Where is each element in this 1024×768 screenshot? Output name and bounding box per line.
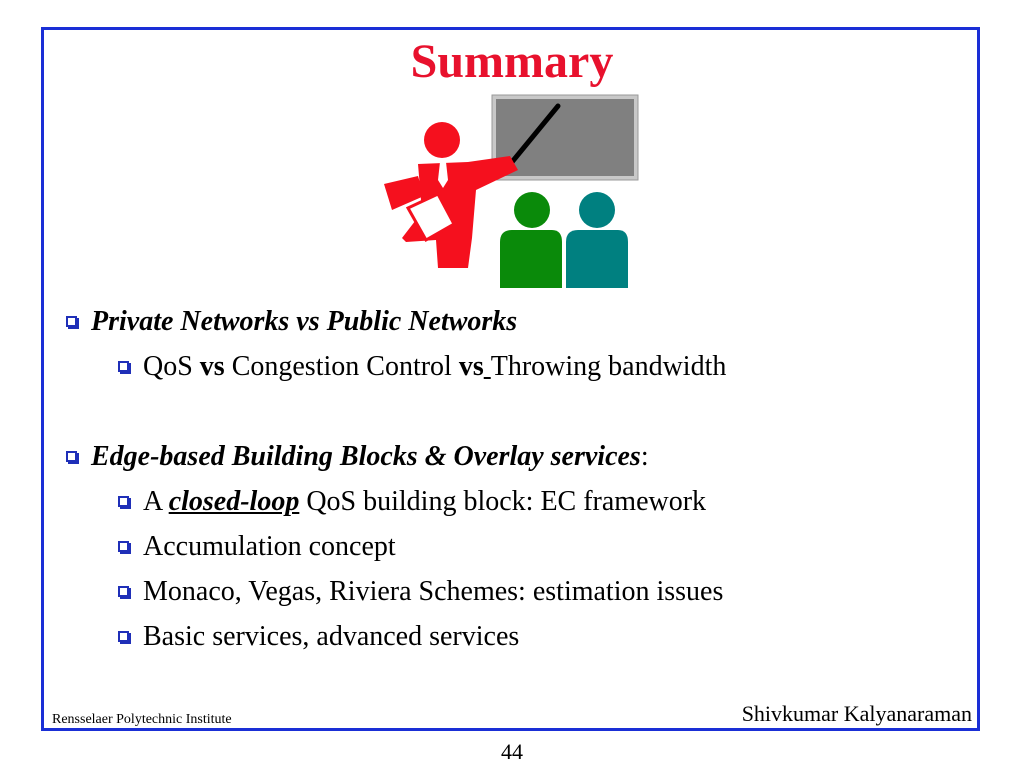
bullet-edge-based: [66, 441, 649, 473]
audience-body-green: [500, 230, 562, 288]
square-bullet-icon: [118, 631, 129, 642]
footer-institution: Rensselaer Polytechnic Institute: [52, 712, 232, 727]
square-bullet-icon: [118, 541, 129, 552]
sub-bullet-text-part: A: [143, 486, 169, 517]
bullet-private-networks: [66, 306, 517, 338]
sub-bullet-text-part: QoS: [143, 351, 200, 382]
presenter-clipart: [378, 92, 640, 292]
square-bullet-icon: [118, 496, 129, 507]
square-bullet-icon: [66, 451, 77, 462]
sub-bullet-text: Basic services, advanced services: [143, 621, 520, 652]
sub-bullet-text-part: Throwing bandwidth: [490, 351, 727, 382]
vs-emphasis: vs: [458, 351, 484, 382]
vs-emphasis: vs: [199, 351, 225, 382]
square-bullet-icon: [118, 586, 129, 597]
square-bullet-icon: [66, 316, 77, 327]
sub-bullet-text-part: Congestion Control: [224, 351, 459, 382]
bullet-text: Private Networks vs Public Networks: [91, 306, 518, 337]
board: [496, 99, 634, 176]
square-bullet-icon: [118, 361, 129, 372]
sub-bullet-schemes: [118, 576, 723, 608]
sub-bullet-accumulation: [118, 531, 396, 563]
sub-bullet-services: [118, 621, 519, 653]
audience-body-teal: [566, 230, 628, 288]
audience-head-green: [514, 192, 550, 228]
sub-bullet-closed-loop: [118, 486, 706, 518]
sub-bullet-text: Monaco, Vegas, Riviera Schemes: estimation issues: [143, 576, 724, 607]
footer-author: Shivkumar Kalyanaraman: [741, 701, 972, 726]
sub-bullet-text-part: QoS building block: EC framework: [299, 486, 707, 517]
presenter-head: [424, 122, 460, 158]
sub-bullet-qos: [118, 351, 726, 383]
sub-bullet-text: Accumulation concept: [143, 531, 396, 562]
bullet-suffix: :: [640, 441, 649, 472]
page-number: 44: [501, 739, 523, 764]
closed-loop-emphasis: closed-loop: [168, 486, 300, 517]
underlined-space: [484, 351, 491, 383]
slide-title: Summary: [410, 35, 614, 88]
audience-head-teal: [579, 192, 615, 228]
bullet-text: Edge-based Building Blocks & Overlay services: [91, 441, 641, 472]
